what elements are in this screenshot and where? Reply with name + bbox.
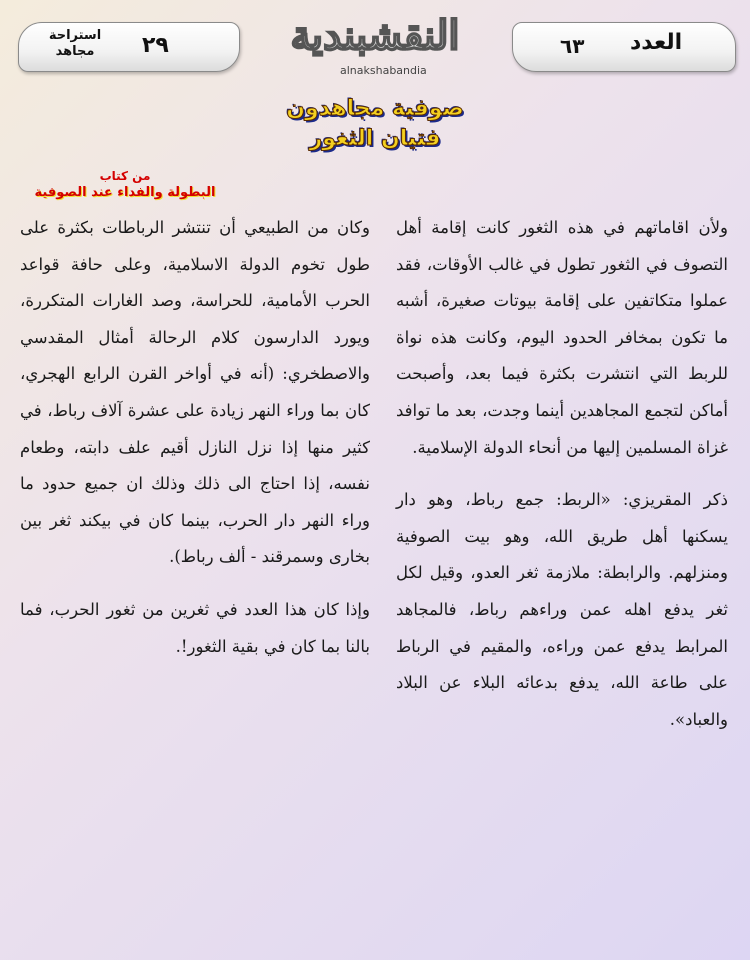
paragraph: وإذا كان هذا العدد في ثغرين من ثغور الحرب، فما بالنا بما كان في بقية الثغور!.: [20, 599, 370, 656]
paragraph: ذكر المقريزي: «الربط: جمع رباط، وهو دار يسكنها أهل طريق الله، وهو بيت الصوفية ومنزلهم. والرابطة: ملازمة ثغر العدو، وقيل لكل ثغر يدفع اهله عمن وراءهم رباط، فالمجاهد المرابط يدفع عمن وراءه، والمقيم في الرباط على طاعة الله، يدفع بدعائه البلاء عن البلاد والعباد».: [396, 490, 728, 729]
issue-label: العدد: [630, 30, 683, 55]
page-number: ٢٩: [142, 33, 169, 58]
left-column: [20, 210, 370, 665]
title-line-2: فتيان الثغور: [309, 126, 441, 151]
issue-info-ribbon: [512, 22, 736, 72]
issue-number: ٦٣: [560, 34, 585, 58]
section-name: استراحة مجاهد: [48, 28, 102, 59]
source-title: البطولة والفداء عند الصوفية: [34, 185, 216, 200]
source-prefix: من كتاب: [99, 169, 151, 183]
right-column: [396, 210, 728, 738]
title-line-1: صوفية مجاهدون: [286, 96, 464, 121]
paragraph: وكان من الطبيعي أن تنتشر الرباطات بكثرة على طول تخوم الدولة الاسلامية، وعلى حافة قواعد الحرب الأمامية، للحراسة، وصد الغارات المتكررة، ويورد الدارسون كلام الرحالة أمثال المقدسي والاصطخري: (أنه في أواخر القرن الرابع الهجري، كان بما وراء النهر زيادة على عشرة آلاف رباط، في كثير منها إذا نزل النازل أقيم علف دابته، وطعام نفسه، إذا احتاج الى ذلك وذلك ان جميع حدود ما وراء النهر دار الحرب، بينما كان في بيكند ثغر بين بخارى وسمرقند - ألف رباط).: [20, 218, 370, 567]
magazine-logo: [262, 12, 488, 78]
logo-text: النقشبندية: [290, 12, 460, 59]
logo-url: alnakshabandia: [340, 64, 427, 77]
paragraph: ولأن اقاماتهم في هذه الثغور كانت إقامة أهل التصوف في الثغور تطول في غالب الأوقات، فقد عملوا متكاتفين على إقامة بيوتات صغيرة، أشبه ما تكون بمخافر الحدود اليوم، وكانت هذه نواة للربط التي انتشرت بكثرة فيما بعد، وأصبحت أماكن لتجمع المجاهدين أينما وجدت، بعد ما توافد غزاة المسلمين إليها من أنحاء الدولة الإسلامية.: [396, 218, 728, 457]
article-title: [250, 94, 500, 154]
article-source: [20, 168, 230, 202]
